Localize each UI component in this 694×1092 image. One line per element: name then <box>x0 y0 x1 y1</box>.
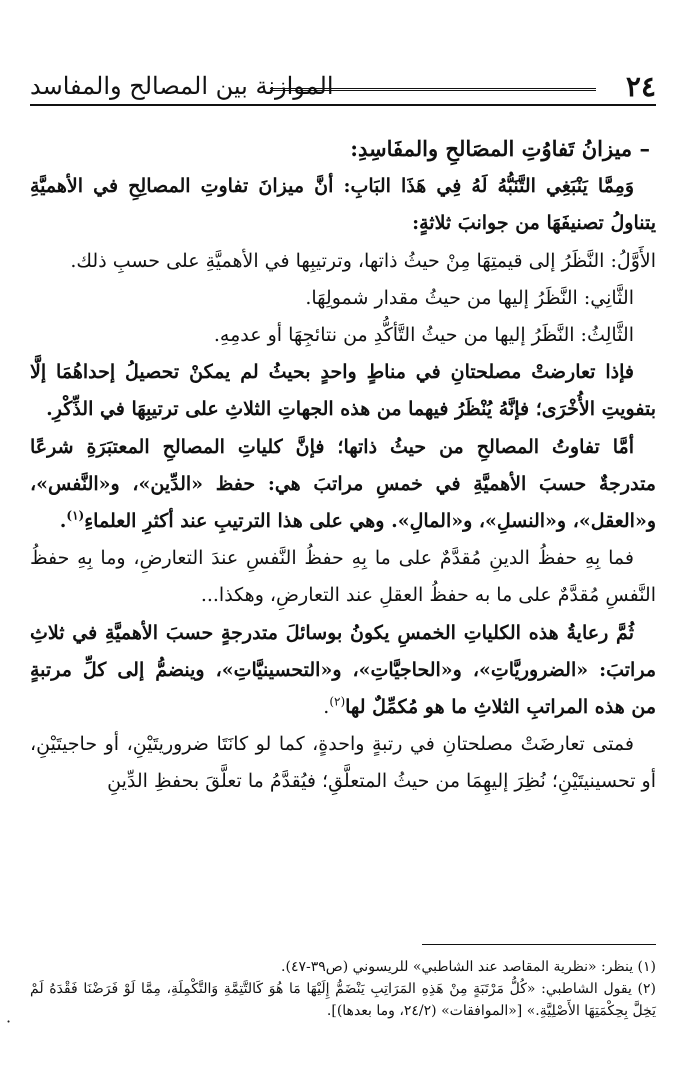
paragraph: فمتى تعارضَتْ مصلحتانِ في رتبةٍ واحدةٍ، كما لو كانَتَا ضروريتَيْنِ، أو حاجيتَيْنِ، أو تحسينيتَيْنِ؛ نُظِرَ إليهِمَا من حيثُ المتعلَّقِ؛ فيُقدَّمُ ما تعلَّقَ بحفظِ الدِّينِ <box>30 733 656 793</box>
footnote-separator <box>422 944 656 945</box>
paragraph <box>30 615 656 727</box>
paragraph-text: أمَّا تفاوتُ المصالحِ من حيثُ ذاتها؛ فإنَّ كلياتِ المصالحِ المعتبَرَةِ شرعًا متدرجةٌ حسبَ الأهميَّةِ في خمسِ مراتبَ هي: حفظ «الدِّين»، و«النَّفس»، و«العقل»، و«النسلِ»، و«المالِ». وهي على هذا الترتيبِ عند أكثرِ العلماءِ <box>30 435 656 533</box>
paragraph: فإذا تعارضتْ مصلحتانِ في مناطٍ واحدٍ بحيثُ لم يمكنْ تحصيلُ إحداهُمَا إلَّا بتفويتِ الأُخْرَى؛ فإنَّهُ يُنْظَرُ فيهما من هذه الجهاتِ الثلاثِ على ترتيبِهَا في الذِّكْرِ. <box>30 361 656 421</box>
paragraph-end: . <box>323 696 330 719</box>
header-underline <box>30 104 656 106</box>
page-number: ٢٤ <box>625 70 656 103</box>
running-title: الموازنة بين المصالح والمفاسد <box>30 72 334 100</box>
paragraph: وَمِمَّا يَنْبَغِي التَّنَبُّهُ لَهُ فِي هَذَا البَابِ: أنَّ ميزانَ تفاوتِ المصالِحِ في الأهميَّةِ يتناولُ تصنيفَهَا من جوانبَ ثلاثةٍ: <box>30 175 656 235</box>
footnote-1: (١) ينظر: «نظرية المقاصد عند الشاطبي» للريسوني (ص٣٩-٤٧). <box>281 959 656 975</box>
paragraph <box>30 429 656 541</box>
main-text <box>30 130 656 801</box>
page-header <box>30 60 656 106</box>
stray-mark: · <box>6 1012 12 1031</box>
footnote-2: (٢) يقول الشاطبي: «كُلُّ مَرْتَبَةٍ مِنْ هَذِهِ المَرَاتِبِ يَنْضَمُّ إِلَيْهَا مَا هُوَ كَالتَّتِمَّةِ وَالتَّكْمِلَةِ، مِمَّا لَوْ فَرَضْنَا فَقْدَهُ لَمْ يَخِلَّ بِحِكْمَتِهَا الأَصْلِيَّةِ.» [«الموافقات» (٢٤/٢، وما بعدها)]. <box>30 981 656 1019</box>
paragraph: الثَّانِي: النَّظَرُ إليها من حيثُ مقدار شمولِهَا. <box>305 286 634 309</box>
paragraph: فما بِهِ حفظُ الدينِ مُقدَّمٌ على ما بِهِ حفظُ النَّفسِ عندَ التعارضِ، وما بِهِ حفظُ النَّفسِ مُقدَّمٌ على ما به حفظُ العقلِ عند التعارضِ، وهكذا... <box>30 547 656 607</box>
paragraph-end: . <box>59 510 67 533</box>
section-heading: – ميزانُ تَفاوُتِ المصَالحِ والمفَاسِدِ: <box>350 136 650 161</box>
footnote-ref: (١) <box>66 508 85 523</box>
paragraph: الأَوَّلُ: النَّظَرُ إلى قيمتِهَا مِنْ حيثُ ذاتها، وترتيبِها في الأهميَّةِ على حسبِ ذلك. <box>70 249 656 272</box>
footnote-ref: (٢) <box>329 694 346 709</box>
paragraph-text: ثُمَّ رعايةُ هذه الكلياتِ الخمسِ يكونُ بوسائلَ متدرجةٍ حسبَ الأهميَّةِ في ثلاثِ مراتبَ: «الضروريَّاتِ»، و«الحاجيَّاتِ»، و«التحسينيَّاتِ»، وينضمُّ إلى كلِّ مرتبةٍ من هذه المراتبِ الثلاثِ ما هو مُكمِّلٌ لها <box>30 621 656 719</box>
paragraph: الثَّالِثُ: النَّظَرُ إليها من حيثُ التَّأكُّدِ من نتائجِهَا أو عدمِهِ. <box>213 324 634 347</box>
footnotes <box>30 956 656 1022</box>
